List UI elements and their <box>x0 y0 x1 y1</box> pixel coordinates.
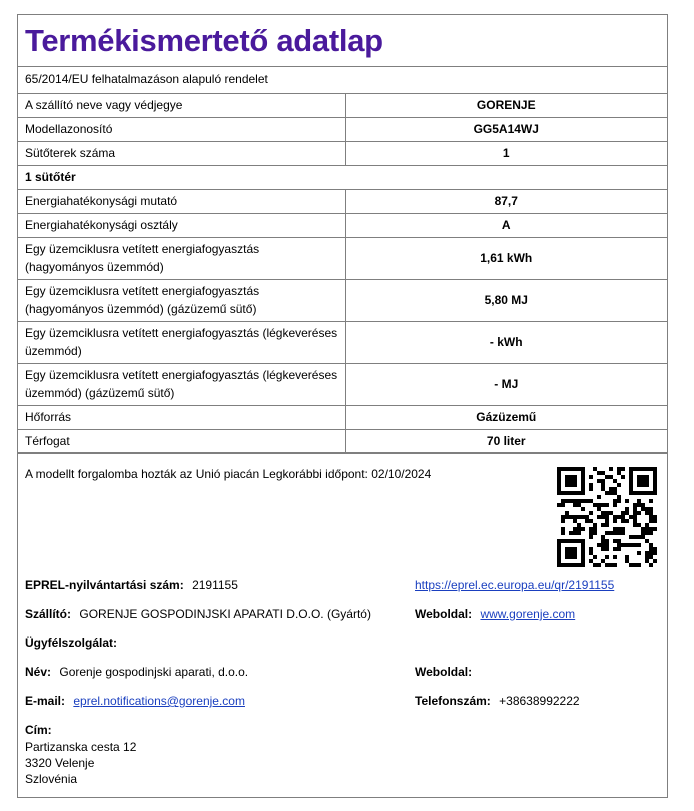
table-row <box>18 118 667 142</box>
subtitle-row <box>18 67 667 93</box>
row-value: GORENJE <box>476 98 536 112</box>
product-info-sheet <box>17 14 668 454</box>
table-row <box>18 214 667 238</box>
row-label: Modellazonosító <box>18 118 345 142</box>
row-label: Energiahatékonysági mutató <box>18 190 345 214</box>
regulation-subtitle: 65/2014/EU felhatalmazáson alapuló rendelet <box>25 72 268 86</box>
row-value: 5,80 MJ <box>345 280 667 322</box>
market-date-text: A modellt forgalomba hozták az Unió piacán Legkorábbi időpont: 02/10/2024 <box>25 467 432 481</box>
row-label: Energiahatékonysági osztály <box>18 214 345 238</box>
phone-label: Telefonszám: <box>415 694 491 708</box>
row-label: A szállító neve vagy védjegye <box>18 94 345 118</box>
supplier-name: GORENJE GOSPODINJSKI APARATI D.O.O. (Gyártó) <box>79 607 371 621</box>
table-row <box>18 94 667 118</box>
row-value: Gázüzemű <box>345 406 667 430</box>
email-link[interactable]: eprel.notifications@gorenje.com <box>73 694 245 708</box>
table-row <box>18 406 667 430</box>
contact-panel <box>17 452 668 798</box>
phone-number: +38638992222 <box>499 694 580 708</box>
table-row <box>18 238 667 280</box>
eprel-label: EPREL-nyilvántartási szám: <box>25 578 184 592</box>
row-label: Egy üzemciklusra vetített energiafogyasztás (légkeveréses üzemmód) <box>18 322 345 364</box>
address-label: Cím: <box>25 723 52 737</box>
row-value: 1 <box>345 142 667 166</box>
address-line-city: 3320 Velenje <box>25 756 95 770</box>
row-label: Térfogat <box>18 430 345 454</box>
eprel-link[interactable]: https://eprel.ec.europa.eu/qr/2191155 <box>415 578 615 592</box>
supplier-label: Szállító: <box>25 607 72 621</box>
customer-service-label: Ügyfélszolgálat: <box>25 636 118 650</box>
eprel-number: 2191155 <box>192 578 238 592</box>
website-label: Weboldal: <box>415 607 473 621</box>
table-row <box>18 142 667 166</box>
row-value: GG5A14WJ <box>345 118 667 142</box>
row-value: - MJ <box>345 364 667 406</box>
row-value: 70 liter <box>345 430 667 454</box>
email-label: E-mail: <box>25 694 66 708</box>
row-label: Egy üzemciklusra vetített energiafogyasztás (hagyományos üzemmód) <box>18 238 345 280</box>
row-label: Sütőterek száma <box>18 142 345 166</box>
spec-table <box>18 93 667 453</box>
name-label: Név: <box>25 665 52 679</box>
table-row <box>18 364 667 406</box>
table-row <box>18 322 667 364</box>
row-value: 87,7 <box>345 190 667 214</box>
row-label: Egy üzemciklusra vetített energiafogyasztás (hagyományos üzemmód) (gázüzemű sütő) <box>18 280 345 322</box>
qr-code-icon[interactable] <box>557 467 657 567</box>
row-label: Egy üzemciklusra vetített energiafogyasztás (légkeveréses üzemmód) (gázüzemű sütő) <box>18 364 345 406</box>
title-row <box>18 15 667 67</box>
row-value: - kWh <box>345 322 667 364</box>
service-name: Gorenje gospodinjski aparati, d.o.o. <box>59 665 249 679</box>
address-line-street: Partizanska cesta 12 <box>25 740 137 754</box>
website-link[interactable]: www.gorenje.com <box>480 607 576 621</box>
section-heading: 1 sütőtér <box>18 166 667 190</box>
table-row <box>18 430 667 454</box>
row-value: 1,61 kWh <box>345 238 667 280</box>
page-title: Termékismertető adatlap <box>25 23 383 58</box>
row-value: A <box>345 214 667 238</box>
table-row <box>18 280 667 322</box>
address-line-country: Szlovénia <box>25 772 78 786</box>
row-label: Hőforrás <box>18 406 345 430</box>
table-row <box>18 166 667 190</box>
service-website-label: Weboldal: <box>415 665 473 679</box>
table-row <box>18 190 667 214</box>
